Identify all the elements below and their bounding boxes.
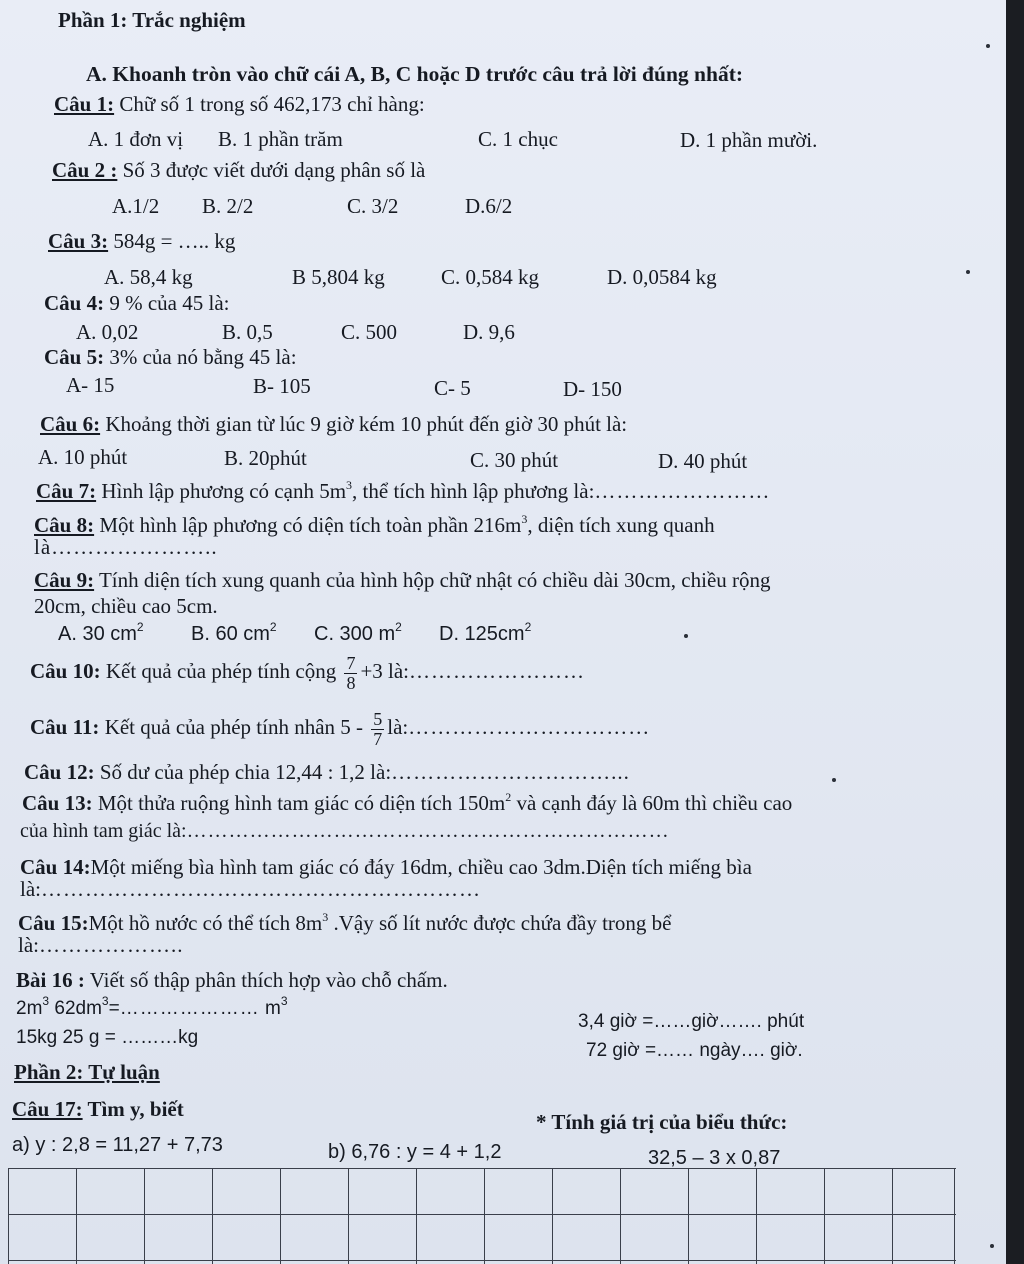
question-14 — [20, 857, 752, 878]
q2-option-d[interactable]: D.6/2 — [465, 194, 513, 218]
answer-blank[interactable]: …………………… — [409, 659, 586, 684]
q17-expression-heading: * Tính giá trị của biểu thức: — [536, 1110, 788, 1134]
q6-option-b[interactable]: B. 20phút — [224, 446, 307, 470]
q9-option-b[interactable] — [191, 620, 277, 645]
numerator: 5 — [373, 709, 383, 729]
question-text: Kết quả của phép tính nhân — [99, 715, 341, 740]
question-label: Câu 1: — [54, 92, 115, 116]
instruction: A. Khoanh tròn vào chữ cái A, B, C hoặc D trước câu trả lời đúng nhất: — [86, 62, 744, 86]
question-9-cont: 20cm, chiều cao 5cm. — [34, 594, 218, 618]
question-15-cont — [18, 935, 184, 956]
question-6 — [40, 414, 627, 435]
q5-option-b[interactable]: B- 105 — [253, 374, 311, 398]
numerator: 7 — [346, 653, 356, 673]
q16-row2-right[interactable]: 72 giờ =…… ngày…. giờ. — [586, 1040, 803, 1061]
q2-option-b[interactable]: B. 2/2 — [202, 194, 254, 218]
question-label: Câu 13: — [22, 791, 93, 815]
question-text: Chữ số 1 trong số 462,173 chỉ hàng: — [114, 92, 425, 116]
question-text: 9 % của 45 là: — [104, 291, 230, 315]
question-13-cont — [20, 821, 670, 841]
question-text-cont: , thể tích hình lập phương là: — [352, 479, 595, 503]
q2-option-a[interactable]: A.1/2 — [112, 194, 160, 218]
q4-option-d[interactable]: D. 9,6 — [463, 320, 515, 344]
question-9 — [34, 570, 771, 591]
q6-option-c[interactable]: C. 30 phút — [470, 448, 559, 472]
q5-option-d[interactable]: D- 150 — [563, 377, 622, 401]
q4-option-a[interactable]: A. 0,02 — [76, 320, 139, 344]
superscript: 3 — [322, 910, 329, 924]
superscript: 3 — [101, 994, 109, 1008]
answer-blank[interactable]: …………………………... — [391, 760, 630, 784]
q16-row1-right[interactable]: 3,4 giờ =……giờ……. phút — [578, 1011, 805, 1032]
answer-blank[interactable]: …………………………………………………… — [41, 877, 481, 901]
option-text: A. 30 cm — [58, 623, 137, 645]
question-16 — [16, 970, 448, 991]
q9-option-c[interactable] — [314, 620, 402, 645]
q3-option-d[interactable]: D. 0,0584 kg — [607, 265, 717, 289]
question-label: Câu 4: — [44, 291, 105, 315]
question-3 — [48, 231, 235, 252]
question-text: là: — [18, 933, 39, 957]
question-text-cont: .Vậy số lít nước được chứa đầy trong bể — [328, 911, 672, 935]
fraction — [371, 710, 384, 749]
question-15 — [18, 910, 672, 935]
superscript: 3 — [521, 512, 528, 526]
question-label: Câu 14: — [20, 855, 91, 879]
question-label: Câu 12: — [24, 760, 95, 784]
question-label: Câu 11: — [30, 715, 100, 740]
superscript: 2 — [395, 620, 402, 634]
question-text: là: — [20, 877, 41, 901]
question-text: Hình lập phương có cạnh 5m — [96, 479, 347, 503]
question-13 — [22, 790, 793, 815]
question-text-cont: và cạnh đáy là 60m thì chiều cao — [511, 791, 793, 815]
paper-speck — [832, 778, 836, 782]
question-text: Một miếng bìa hình tam giác có đáy 16dm, chiều cao 3dm.Diện tích miếng bìa — [90, 855, 752, 879]
answer-blank[interactable]: ………………… — [119, 998, 260, 1019]
q5-option-c[interactable]: C- 5 — [434, 376, 471, 400]
question-text: Một thửa ruộng hình tam giác có diện tích 150m — [92, 791, 506, 815]
q16-row1-left — [16, 994, 288, 1019]
question-text-cont: , diện tích xung quanh — [527, 513, 715, 537]
q3-option-a[interactable]: A. 58,4 kg — [104, 265, 193, 289]
question-text: Số dư của phép chia 12,44 : 1,2 là: — [94, 760, 392, 784]
text: = — [108, 998, 120, 1019]
answer-blank[interactable]: ……………….. — [39, 933, 184, 957]
section-title-part2: Phần 2: Tự luận — [14, 1060, 160, 1084]
question-text: của hình tam giác là: — [20, 820, 187, 842]
q4-option-b[interactable]: B. 0,5 — [222, 320, 273, 344]
answer-blank[interactable]: …………………… — [594, 479, 771, 503]
question-label: Câu 17: — [12, 1097, 83, 1121]
question-text: Tính diện tích xung quanh của hình hộp chữ nhật có chiều dài 30cm, chiều rộng — [94, 568, 771, 592]
question-text-cont: +3 là: — [360, 659, 410, 684]
q17-part-a: a) y : 2,8 = 11,27 + 7,73 — [12, 1134, 223, 1156]
q1-option-d[interactable]: D. 1 phần mười. — [680, 128, 818, 152]
question-text: Một hình lập phương có diện tích toàn phần 216m — [94, 513, 522, 537]
question-text-cont: là: — [387, 715, 409, 740]
answer-blank[interactable]: là………………….. — [34, 535, 218, 559]
question-text: Số 3 được viết dưới dạng phân số là — [117, 158, 426, 182]
section-title-part1: Phần 1: Trắc nghiệm — [58, 8, 246, 32]
superscript: 3 — [346, 478, 353, 492]
q5-option-a[interactable]: A- 15 — [66, 373, 115, 397]
q1-option-c[interactable]: C. 1 chục — [478, 127, 558, 151]
question-label: Câu 7: — [36, 479, 97, 503]
q3-option-c[interactable]: C. 0,584 kg — [441, 265, 540, 289]
question-14-cont — [20, 879, 481, 900]
q6-option-a[interactable]: A. 10 phút — [38, 445, 128, 469]
question-label: Câu 15: — [18, 911, 89, 935]
text: 62dm — [49, 998, 102, 1019]
question-text: Một hồ nước có thể tích 8m — [88, 911, 323, 935]
question-label: Bài 16 : — [16, 968, 85, 992]
question-text: 584g = ….. kg — [108, 229, 236, 253]
expression-prefix: 5 - — [340, 715, 369, 740]
question-text: Kết quả của phép tính cộng — [100, 659, 342, 684]
question-label: Câu 5: — [44, 345, 105, 369]
question-label: Câu 6: — [40, 412, 101, 436]
question-7 — [36, 478, 771, 503]
question-5 — [44, 347, 297, 368]
question-4 — [44, 293, 229, 314]
superscript: 2 — [505, 790, 512, 804]
question-12 — [24, 762, 630, 783]
q4-option-c[interactable]: C. 500 — [341, 320, 398, 344]
question-1 — [54, 94, 425, 115]
question-label: Câu 8: — [34, 513, 95, 537]
question-label: Câu 10: — [30, 659, 101, 684]
question-11 — [30, 710, 650, 749]
q16-row2-left[interactable]: 15kg 25 g = ………kg — [16, 1027, 199, 1048]
superscript: 2 — [269, 620, 277, 634]
q3-option-b[interactable]: B 5,804 kg — [292, 265, 385, 289]
question-8 — [34, 512, 715, 537]
question-2 — [52, 160, 425, 181]
option-text: B. 60 cm — [191, 623, 270, 645]
superscript: 2 — [524, 620, 532, 634]
q17-part-b: b) 6,76 : y = 4 + 1,2 — [328, 1141, 502, 1163]
superscript: 3 — [280, 994, 288, 1008]
question-label: Câu 3: — [48, 229, 109, 253]
question-text: Khoảng thời gian từ lúc 9 giờ kém 10 phút đến giờ 30 phút là: — [100, 412, 628, 436]
question-label: Câu 2 : — [52, 158, 118, 182]
answer-blank[interactable]: …………………………………………………………… — [186, 820, 670, 842]
question-text: Viết số thập phân thích hợp vào chỗ chấm. — [84, 968, 448, 992]
answer-blank[interactable]: …………………………… — [408, 715, 651, 740]
answer-grid[interactable] — [8, 1168, 956, 1264]
text: 2m — [16, 998, 43, 1019]
option-text: C. 300 m — [314, 623, 396, 645]
denominator: 7 — [373, 728, 383, 749]
q9-option-a[interactable] — [58, 620, 144, 645]
superscript: 3 — [42, 994, 50, 1008]
question-10 — [30, 654, 585, 693]
superscript: 2 — [136, 620, 144, 634]
option-text: D. 125cm — [439, 623, 525, 645]
unit: m — [259, 998, 281, 1019]
fraction — [344, 654, 357, 693]
question-text: 3% của nó bằng 45 là: — [104, 345, 297, 369]
denominator: 8 — [346, 672, 356, 693]
q2-option-c[interactable]: C. 3/2 — [347, 194, 399, 218]
question-17 — [12, 1099, 184, 1120]
question-label: Câu 9: — [34, 568, 95, 592]
q17-expression: 32,5 – 3 x 0,87 — [648, 1147, 781, 1169]
q1-option-a[interactable]: A. 1 đơn vị — [88, 127, 184, 151]
q9-option-d[interactable] — [439, 620, 532, 645]
paper-speck — [990, 1244, 994, 1248]
paper-speck — [986, 44, 990, 48]
q1-option-b[interactable]: B. 1 phần trăm — [218, 127, 343, 151]
paper-speck — [684, 634, 688, 638]
q6-option-d[interactable]: D. 40 phút — [658, 449, 748, 473]
paper-speck — [966, 270, 970, 274]
question-text: Tìm y, biết — [82, 1097, 184, 1121]
